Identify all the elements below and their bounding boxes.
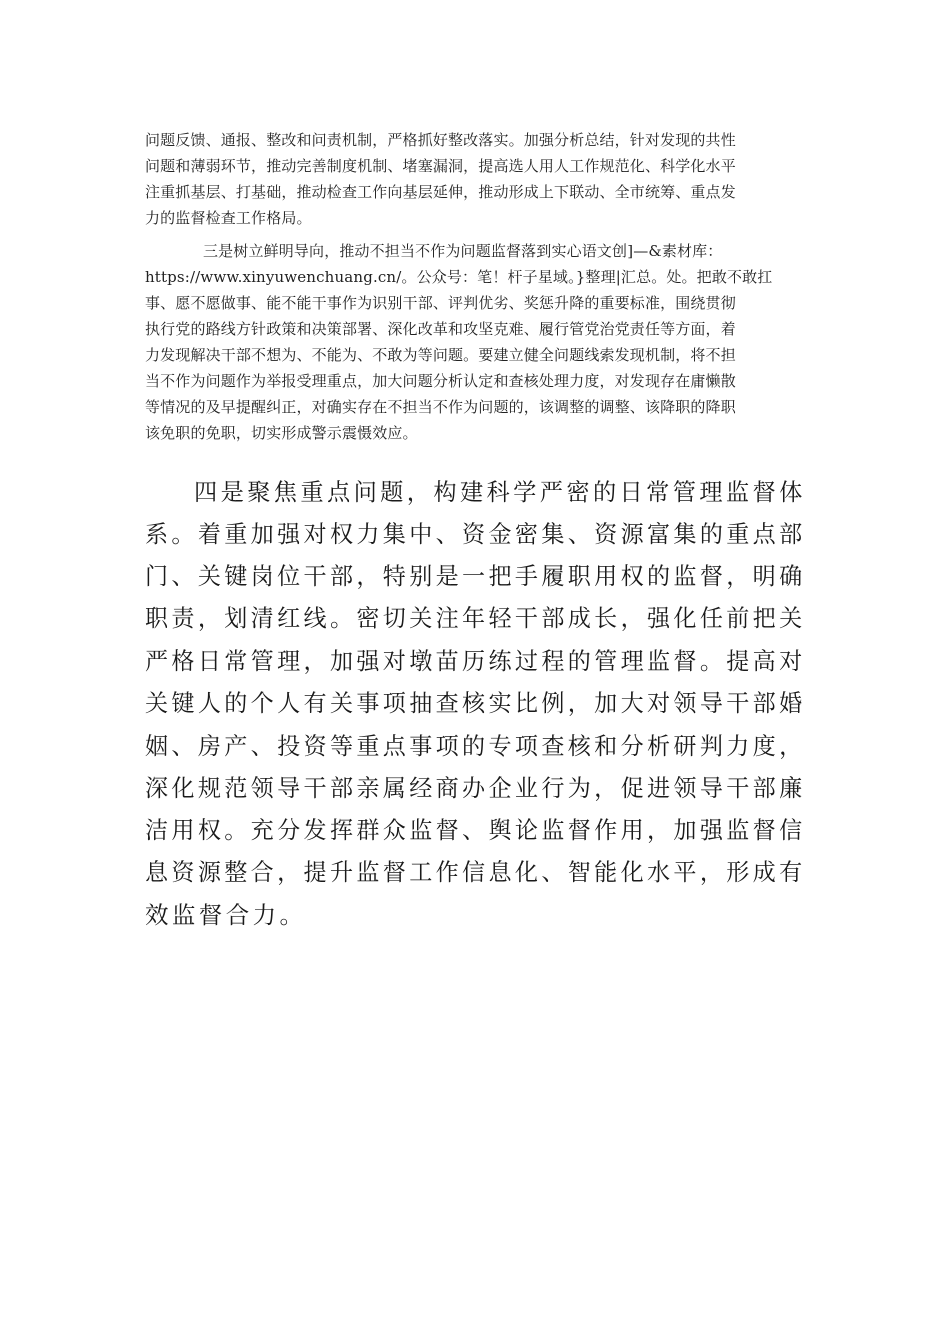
paragraph-four-line: 效监督合力。 <box>145 901 307 929</box>
paragraph-three-line: 等情况的及早提醒纠正，对确实存在不担当不作为问题的，该调整的调整、该降职的降职 <box>145 398 736 416</box>
paragraph-four-line: 洁用权。充分发挥群众监督、舆论监督作用，加强监督信 <box>145 816 806 844</box>
paragraph-prev-line: 注重抓基层、打基础，推动检查工作向基层延伸，推动形成上下联动、全市统筹、重点发 <box>145 183 736 201</box>
paragraph-four-line: 严格日常管理，加强对墩苗历练过程的管理监督。提高对 <box>145 647 806 675</box>
paragraph-four-line: 息资源整合，提升监督工作信息化、智能化水平，形成有 <box>145 858 806 886</box>
paragraph-three-line: 该免职的免职，切实形成警示震慑效应。 <box>145 424 418 442</box>
paragraph-three-line: 力发现解决干部不想为、不能为、不敢为等问题。要建立健全问题线索发现机制，将不担 <box>145 346 736 364</box>
paragraph-three-line: https://www.xinyuwenchuang.cn/。公众号：笔！杆子星域。}整理|汇总。处。把敢不敢扛 <box>145 268 773 286</box>
paragraph-four-line: 深化规范领导干部亲属经商办企业行为，促进领导干部廉 <box>145 774 806 802</box>
paragraph-four-line: 四是聚焦重点问题，构建科学严密的日常管理监督体 <box>194 478 806 506</box>
paragraph-four-line: 系。着重加强对权力集中、资金密集、资源富集的重点部 <box>145 520 806 548</box>
paragraph-three-line: 执行党的路线方针政策和决策部署、深化改革和攻坚克难、履行管党治党责任等方面，着 <box>145 320 736 338</box>
paragraph-three-line: 三是树立鲜明导向，推动不担当不作为问题监督落到实心语文创]—&素材库： <box>203 242 723 260</box>
paragraph-prev-line: 问题反馈、通报、整改和问责机制，严格抓好整改落实。加强分析总结，针对发现的共性 <box>145 131 736 149</box>
paragraph-four-line: 职责，划清红线。密切关注年轻干部成长，强化任前把关 <box>145 604 806 632</box>
paragraph-four-line: 关键人的个人有关事项抽查核实比例，加大对领导干部婚 <box>145 689 806 717</box>
paragraph-prev-line: 问题和薄弱环节，推动完善制度机制、堵塞漏洞，提高选人用人工作规范化、科学化水平 <box>145 157 736 175</box>
paragraph-three-line: 当不作为问题作为举报受理重点，加大问题分析认定和查核处理力度，对发现存在庸懒散 <box>145 372 736 390</box>
paragraph-four-line: 姻、房产、投资等重点事项的专项查核和分析研判力度， <box>145 732 806 760</box>
paragraph-four-line: 门、关键岗位干部，特别是一把手履职用权的监督，明确 <box>145 562 806 590</box>
paragraph-prev-line: 力的监督检查工作格局。 <box>145 209 312 227</box>
paragraph-three-line: 事、愿不愿做事、能不能干事作为识别干部、评判优劣、奖惩升降的重要标准，围绕贯彻 <box>145 294 736 312</box>
